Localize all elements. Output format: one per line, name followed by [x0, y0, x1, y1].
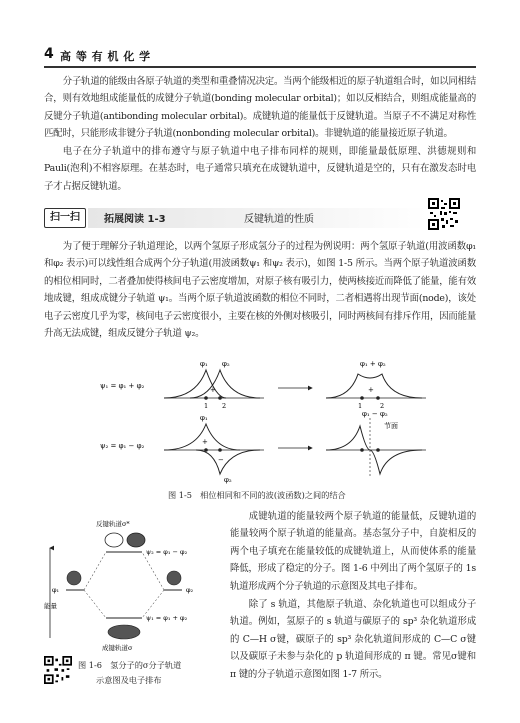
antibonding-label: 反键轨道σ* — [96, 520, 130, 528]
svg-text:2: 2 — [222, 402, 227, 410]
banner-title: 反键轨道的性质 — [244, 214, 314, 225]
paragraph-orbital-energy: 分子轨道的能级由各原子轨道的类型和重叠情况决定。当两个能级相近的原子轨道组合时，如以同相结合，则有效地组成能量低的成键分子轨道(bonding molecular orbital)；如以反相结合，则组成能量高的反键分子轨道(antibonding molecular orbital)。成键轨道的能量低于反键轨道。当原子不不满足对称性匹配时，只能形成非键分子轨道(nonbonding molecular orbital)。非键轨道的能量接近原子轨道。 — [44, 76, 476, 140]
scan-tab: 扫一扫 — [44, 208, 86, 228]
psi2-equation: ψ₂ = φ₁ − φ₂ — [100, 442, 145, 450]
psi1-equation: ψ₁ = φ₁ + φ₂ — [100, 382, 145, 390]
plus-sign: + — [210, 386, 216, 394]
svg-text:2: 2 — [380, 402, 385, 410]
svg-text:φ₁: φ₁ — [200, 414, 208, 422]
book-title: 高 等 有 机 化 学 — [60, 50, 151, 63]
header-rule — [44, 66, 476, 68]
extended-reading-banner — [44, 196, 476, 234]
sum-label: φ₁ + φ₂ — [360, 360, 386, 368]
energy-label: 能量 — [44, 602, 57, 610]
paragraph-h2-example: 为了便于理解分子轨道理论，以两个氢原子形成氢分子的过程为例说明：两个氢原子轨道(用波函数φ₁ 和φ₂ 表示)可以线性组合成两个分子轨道(用波函数ψ₁ 和ψ₂ 表示)，如图 1-5 所示。当两个原子轨道波函数的相位相同时，二者叠加使得核间电子云密度增加，对原子核有吸引力，使两核接近而降低了能量，能有效地成键，组成成键分子轨道 ψ₁。当两个原子轨道波函数的相位不同时，二者相遇将出现节面(node)，该处电子云密度几乎为零，核间电子云密度很小，主要在核的外侧对核吸引，同时两核间有排斥作用，因而能量升高无法成键，组成反键分子轨道 ψ₂。 — [44, 241, 476, 340]
diff-label: φ₁ − φ₂ — [362, 410, 388, 418]
figure-1-6-sigma-orbitals — [44, 518, 220, 654]
page-number: 4 — [44, 46, 54, 62]
paragraph-energy-levels: 成键轨道的能量较两个原子轨道的能量低，反键轨道的能量较两个原子轨道的能量高。基态氢分子中，自旋相反的两个电子填充在能量较低的成键轨道上，从而使体系的能量降低，形成了稳定的分子。图 1-6 中列出了两个氢原子的 1s 轨道形成两个分子轨道的示意图及其电子排布。 — [230, 511, 476, 592]
figure-1-6-caption-line1: 图 1-6 氢分子的σ分子轨道 — [78, 660, 182, 670]
paragraph-other-orbitals: 除了 s 轨道，其他原子轨道、杂化轨道也可以组成分子轨道。例如，氢原子的 s 轨道与碳原子的 sp³ 杂化轨道形成的 C—H σ键，碳原子的 sp³ 杂化轨道间形成的 C—C σ键以及碳原子未参与杂化的 p 轨道间形成的 π 键。常见σ键和 π 键的分子轨道示意图如图 1-7 所示。 — [230, 599, 476, 680]
psi1-label: ψ₁ = φ₁ + φ₂ — [146, 614, 188, 622]
svg-text:1: 1 — [358, 402, 363, 410]
qr-code-icon[interactable] — [44, 656, 72, 684]
phi2-label: φ₂ — [222, 360, 230, 368]
svg-text:φ₁: φ₁ — [52, 586, 60, 594]
svg-text:+: + — [368, 386, 374, 394]
figure-1-6-caption-line2: 示意图及电子排布 — [96, 675, 162, 685]
qr-code-icon[interactable] — [428, 198, 460, 230]
bonding-label: 成键轨道σ — [102, 644, 133, 652]
svg-text:−: − — [218, 456, 224, 464]
running-header — [44, 46, 476, 66]
figure-1-5-wave-combination — [100, 358, 480, 488]
banner-label: 拓展阅读 1-3 — [104, 214, 166, 225]
svg-text:+: + — [202, 438, 208, 446]
node-label: 节面 — [384, 422, 398, 430]
figure-1-5-caption: 图 1-5 相位相同和不同的波(波函数)之间的结合 — [168, 490, 346, 500]
svg-text:φ₂: φ₂ — [186, 586, 194, 594]
svg-text:1: 1 — [204, 402, 209, 410]
svg-text:φ₂: φ₂ — [224, 476, 232, 484]
psi2-label: ψ₂ = φ₁ − φ₂ — [146, 548, 188, 556]
paragraph-electron-filling: 电子在分子轨道中的排布遵守与原子轨道中电子排布同样的规则，即能量最低原理、洪德规则和 Pauli(泡利)不相容原理。在基态时，电子通常只填充在成键轨道中，反键轨道是空的，只有在激发态时电子才占据反键轨道。 — [44, 146, 476, 192]
phi1-label: φ₁ — [200, 360, 208, 368]
